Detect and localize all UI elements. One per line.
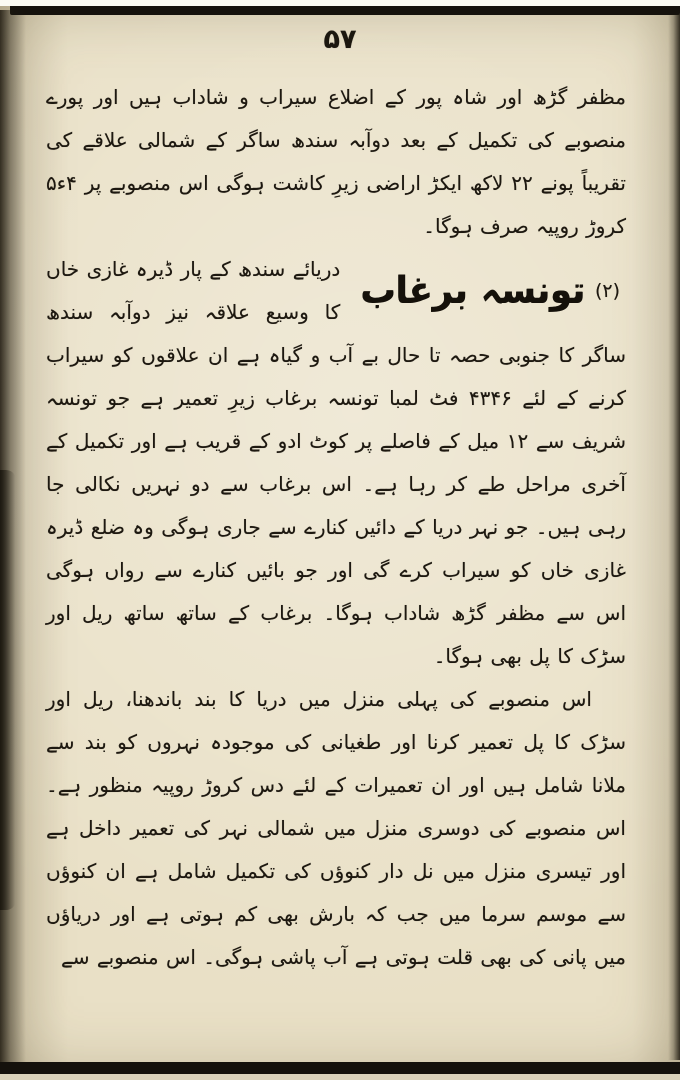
section-taunsa-barrage: [46, 248, 626, 678]
section-body-text: تا حال بے آب و گیاہ ہے ان علاقوں کو سیراب کرنے کے لئے ۴۳۴۶ فٹ لمبا تونسہ برغاب زیرِ تعمیر ہے جو تونسہ شریف سے ۱۲ میل کے فاصلے پر کوٹ ادو کے قریب ہے اور تکمیل کے آخری مراحل طے کر رہا ہے۔ اس برغاب سے دو نہریں نکالی جا رہی ہیں۔ جو نہر دریا کے دائیں کنارے سے جاری ہوگی وہ ضلع ڈیرہ غازی خاں کو سیراب کرے گی اور جو بائیں کنارے سے رواں ہوگی اس سے مظفر گڑھ شاداب ہوگا۔ برغاب کے ساتھ ساتھ ریل اور سڑک کا پل بھی ہوگا۔: [46, 343, 626, 668]
scan-edge-top: [10, 6, 680, 15]
scan-bed-strip-bottom: [0, 1074, 680, 1080]
scan-edge-bottom: [0, 1062, 680, 1074]
section-heading-title: تونسہ برغاب: [360, 269, 585, 312]
scan-edge-left-shadow: [0, 470, 16, 910]
section-heading-number: (۲): [594, 279, 620, 302]
intro-paragraph: مظفر گڑھ اور شاہ پور کے اضلاع سیراب و شاداب ہیں اور پورے منصوبے کی تکمیل کے بعد دوآبہ سندھ ساگر کے شمالی علاقے کی تقریباً پونے ۲۲ لاکھ ایکڑ اراضی زیرِ کاشت ہوگی اس منصوبے پر ۴ء۵ کروڑ روپیہ صرف ہوگا۔: [46, 85, 627, 238]
closing-paragraph: اس منصوبے کی پہلی منزل میں دریا کا بند باندھنا، ریل اور سڑک کا پل تعمیر کرنا اور طغیانی کی موجودہ نہروں کو بند سے ملانا شامل ہیں اور ان تعمیرات کے لئے دس کروڑ روپیہ منظور ہے۔ اس منصوبے کی دوسری منزل میں شمالی نہر کی تعمیر داخل ہے اور تیسری منزل میں نل دار کنوؤں کی تکمیل شامل ہے ان کنوؤں سے موسم سرما میں جب کہ بارش بھی کم ہوتی ہے اور دریاؤں میں پانی کی بھی قلت ہوتی ہے آب پاشی ہوگی۔ اس منصوبے سے: [46, 687, 626, 969]
section-lead-text: دریائے سندھ کے پار ڈیرہ غازی خاں کا وسیع علاقہ نیز دوآبہ سندھ ساگر کا جنوبی حصہ: [46, 257, 626, 367]
section-heading: [360, 248, 626, 334]
page-content: [46, 76, 626, 979]
page-number: ۵۷: [323, 24, 357, 55]
scan-edge-right: [668, 14, 680, 1060]
